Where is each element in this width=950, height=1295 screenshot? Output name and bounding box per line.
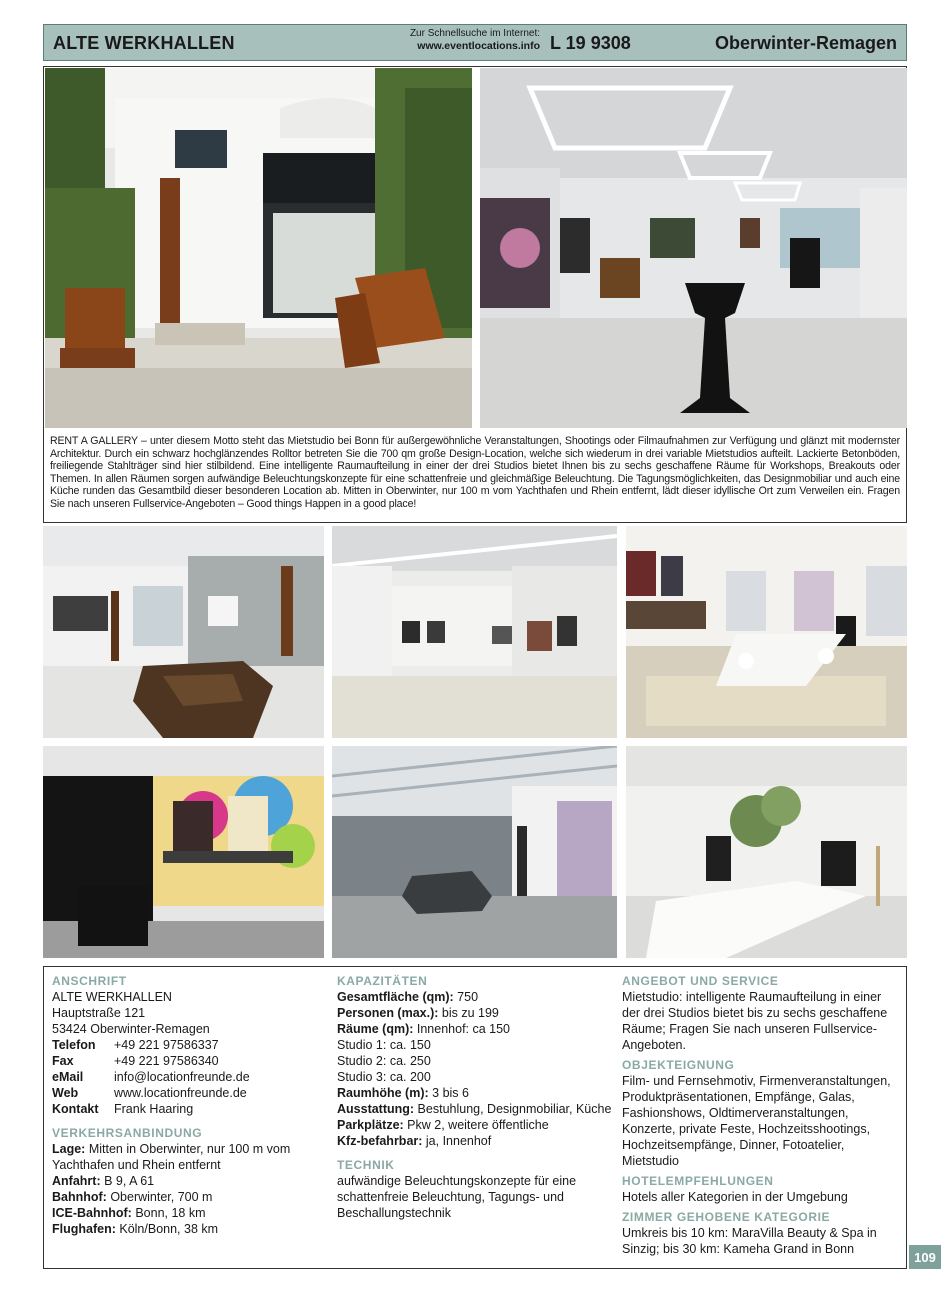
location-city: Oberwinter-Remagen <box>714 33 897 53</box>
bahnhof-label: Bahnhof: <box>52 1190 107 1204</box>
ice-value: Bonn, 18 km <box>131 1206 206 1220</box>
anfahrt-value: B 9, A 61 <box>100 1174 155 1188</box>
photo-sculpture-room <box>43 526 324 738</box>
phone-label: Telefon <box>52 1038 96 1052</box>
kfz-value: ja, Innenhof <box>422 1134 492 1148</box>
info-column-address <box>52 973 330 1237</box>
email-row <box>52 1069 330 1085</box>
park-row <box>337 1117 613 1133</box>
photo-courtyard <box>45 68 472 428</box>
hoehe-label: Raumhöhe (m): <box>337 1086 429 1100</box>
contact-value: Frank Haaring <box>114 1102 194 1116</box>
personen-value: bis zu 199 <box>438 1006 499 1020</box>
bahnhof-value: Oberwinter, 700 m <box>106 1190 213 1204</box>
fax-row <box>52 1053 330 1069</box>
info-box <box>43 966 907 1269</box>
address-city: 53424 Oberwinter-Remagen <box>52 1022 210 1036</box>
phone-row <box>52 1037 330 1053</box>
heading-objekteignung: OBJEKTEIGNUNG <box>622 1058 735 1072</box>
heading-kapazitaeten: KAPAZITÄTEN <box>337 974 428 988</box>
studio-2: Studio 2: ca. 250 <box>337 1054 431 1068</box>
park-label: Parkplätze: <box>337 1118 404 1132</box>
anfahrt-label: Anfahrt: <box>52 1174 101 1188</box>
page-number: 109 <box>909 1245 941 1269</box>
zimmer-text: Umkreis bis 10 km: MaraVilla Beauty & Spa in Sinzig; bis 30 km: Kameha Grand in Bonn <box>622 1226 877 1256</box>
heading-hotel: HOTELEMPFEHLUNGEN <box>622 1174 774 1188</box>
kfz-row <box>337 1133 613 1149</box>
flaeche-label: Gesamtfläche (qm): <box>337 990 454 1004</box>
kfz-label: Kfz-befahrbar: <box>337 1134 423 1148</box>
flaeche-row <box>337 989 613 1005</box>
web-row <box>52 1085 330 1101</box>
flughafen-label: Flughafen: <box>52 1222 116 1236</box>
quicksearch-url[interactable]: www.eventlocations.info <box>417 40 540 52</box>
heading-technik: TECHNIK <box>337 1158 395 1172</box>
lage-value: Mitten in Oberwinter, nur 100 m vom Yachthafen und Rhein entfernt <box>52 1142 291 1172</box>
personen-row <box>337 1005 613 1021</box>
info-column-services <box>622 973 900 1257</box>
photo-workshop-car <box>332 746 617 958</box>
raeume-value: Innenhof: ca 150 <box>413 1022 511 1036</box>
ausstattung-label: Ausstattung: <box>337 1102 415 1116</box>
lage-row <box>52 1141 330 1173</box>
studio-3: Studio 3: ca. 200 <box>337 1070 431 1084</box>
quicksearch-label: Zur Schnellsuche im Internet: <box>409 28 540 39</box>
angebot-text: Mietstudio: intelligente Raumaufteilung in einer der drei Studios bietet bis zu sechs geschaffene Räume; Fragen Sie nach unseren Fullservice-Angeboten. <box>622 990 888 1052</box>
web-label: Web <box>52 1086 79 1100</box>
contact-label: Kontakt <box>52 1102 99 1116</box>
photo-graffiti-bar <box>43 746 324 958</box>
address-name: ALTE WERKHALLEN <box>52 990 172 1004</box>
photo-gallery-hall <box>480 68 907 428</box>
photo-dining-room <box>626 526 907 738</box>
hoehe-value: 3 bis 6 <box>428 1086 469 1100</box>
raeume-label: Räume (qm): <box>337 1022 414 1036</box>
anfahrt-row <box>52 1173 330 1189</box>
ausstattung-value: Bestuhlung, Designmobiliar, Küche <box>414 1102 612 1116</box>
flaeche-value: 750 <box>453 990 479 1004</box>
top-photo-frame <box>43 66 907 523</box>
ice-label: ICE-Bahnhof: <box>52 1206 132 1220</box>
heading-anschrift: ANSCHRIFT <box>52 974 127 988</box>
hoehe-row <box>337 1085 613 1101</box>
technik-text: aufwändige Beleuchtungskonzepte für eine schattenfreie Beleuchtung, Tagungs- und Beschallungstechnik <box>337 1174 577 1220</box>
header-bar <box>43 24 907 61</box>
ausstattung-row <box>337 1101 613 1117</box>
heading-zimmer: ZIMMER GEHOBENE KATEGORIE <box>622 1210 831 1224</box>
photo-banquet <box>626 746 907 958</box>
heading-verkehr: VERKEHRSANBINDUNG <box>52 1126 203 1140</box>
lage-label: Lage: <box>52 1142 86 1156</box>
email-value[interactable]: info@locationfreunde.de <box>114 1070 250 1084</box>
phone-value[interactable]: +49 221 97586337 <box>114 1038 219 1052</box>
park-value: Pkw 2, weitere öffentliche <box>403 1118 549 1132</box>
flughafen-row <box>52 1221 330 1237</box>
raeume-row <box>337 1021 613 1037</box>
contact-row <box>52 1101 330 1117</box>
heading-angebot: ANGEBOT UND SERVICE <box>622 974 779 988</box>
hotel-text: Hotels aller Kategorien in der Umgebung <box>622 1190 848 1204</box>
bahnhof-row <box>52 1189 330 1205</box>
email-label: eMail <box>52 1070 84 1084</box>
location-title: ALTE WERKHALLEN <box>53 33 235 53</box>
location-code: L 19 9308 <box>550 33 631 53</box>
web-value[interactable]: www.locationfreunde.de <box>114 1086 247 1100</box>
studio-1: Studio 1: ca. 150 <box>337 1038 431 1052</box>
info-column-capacity <box>337 973 613 1221</box>
objekteignung-text: Film- und Fernsehmotiv, Firmenveranstaltungen, Produktpräsentationen, Empfänge, Galas, Fashionshows, Oldtimerveranstaltungen, Konzerte, private Feste, Hochzeitsshootings, Hochzeitsempfänge, Dinner, Fotoatelier, Mietstudio <box>622 1074 891 1168</box>
intro-text: RENT A GALLERY – unter diesem Motto steht das Mietstudio bei Bonn für außergewöhnliche Veranstaltungen, Shootings oder Filmaufnahmen zur Verfügung und glänzt mit modernster Architektur. Durch ein schwarz hochglänzendes Rolltor betreten Sie die 700 qm große Design-Location, welche sich wiederum in drei variable Mietstudios aufteilt. Lackierte Betonböden, freiliegende Stahlträger sind hier stilbildend. Eine intelligente Raumaufteilung in einer der drei Studios bietet Ihnen bis zu sechs geschaffene Räume für Workshops, Breakouts oder Themen. In allen Räumen sorgen aufwändige Beleuchtungskonzepte für eine schattenfreie und gleichmäßige Beleuchtung. Die Tagungsmöglichkeiten, das Designmobiliar und auch eine Küche runden das Gesamtbild dieser besonderen Location ab. Mitten in Oberwinter, nur 100 m vom Yachthafen und Rhein entfernt, lädt dieser idyllische Ort zum Verweilen ein. Fragen Sie nach unseren Fullservice-Angeboten – Good things Happen in a good place! <box>50 435 900 510</box>
photo-exhibition-hall <box>332 526 617 738</box>
flughafen-value: Köln/Bonn, 38 km <box>115 1222 219 1236</box>
fax-label: Fax <box>52 1054 74 1068</box>
address-street: Hauptstraße 121 <box>52 1006 146 1020</box>
fax-value: +49 221 97586340 <box>114 1054 219 1068</box>
personen-label: Personen (max.): <box>337 1006 439 1020</box>
ice-row <box>52 1205 330 1221</box>
quicksearch-note <box>344 28 540 52</box>
